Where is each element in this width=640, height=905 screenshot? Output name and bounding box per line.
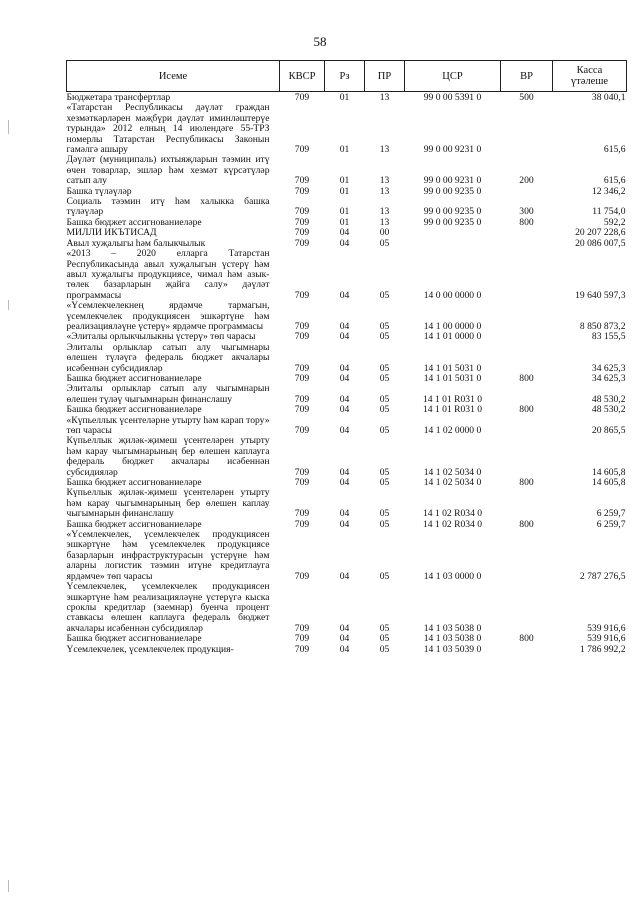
- row-vr: [501, 103, 553, 155]
- row-csr: 14 1 01 0000 0: [423, 331, 482, 343]
- row-kvsr: 709: [294, 633, 310, 645]
- row-name: Башка бюджет ассигнованиеләре: [66, 477, 202, 489]
- row-kvsr: 709: [294, 92, 310, 103]
- row-name: «Күпьеллык үсентеләрне утырту һәм карап тору» төп чарасы: [66, 414, 270, 436]
- row-pr: 05: [379, 404, 390, 416]
- row-vr: 800: [519, 633, 534, 645]
- row-rz: 01: [339, 144, 350, 156]
- table-row: [67, 416, 627, 437]
- row-rz: 04: [339, 289, 350, 301]
- table-row: [67, 155, 627, 186]
- row-name: «Үсемлекчелек, үсемлекчелек продукциясен эшкәртүне һәм үсемлекчелек продукциясе базарларын инфраструктурасын үстерүне һәм аларны логистик тәэмин итүне кредитлауга ярдәмче» төп чарасы: [66, 529, 270, 582]
- row-name: «Үсемлекчелекнең ярдәмче тармагын, үсемлекчелек продукциясен эшкәртүне һәм реализацияләүне үстерү» ярдәмче программасы: [66, 300, 270, 332]
- row-csr: 14 1 01 5031 0: [423, 362, 482, 374]
- row-amount: 615,6: [603, 144, 626, 156]
- row-pr: 05: [379, 633, 390, 645]
- row-pr: 05: [379, 508, 390, 520]
- row-pr: 05: [379, 237, 390, 249]
- row-rz: 04: [339, 622, 350, 634]
- table-row: [67, 488, 627, 519]
- row-pr: 13: [379, 216, 390, 228]
- row-name: Башка бюджет ассигнованиеләре: [66, 216, 202, 228]
- row-kvsr: 709: [294, 622, 310, 634]
- row-pr: 13: [379, 92, 390, 103]
- row-vr: 800: [519, 216, 534, 228]
- row-amount: 11 754,0: [592, 206, 626, 218]
- row-amount: 20 207 228,6: [575, 227, 626, 239]
- row-pr: 05: [379, 518, 390, 530]
- row-kvsr: 709: [294, 466, 310, 478]
- row-rz: 04: [339, 477, 350, 489]
- row-name: Авыл хуҗалыгы һәм балыкчылык: [66, 237, 206, 249]
- row-amount: 14 605,8: [591, 466, 626, 478]
- row-rz: 04: [339, 320, 350, 332]
- row-rz: 04: [339, 425, 350, 436]
- row-pr: 05: [379, 372, 390, 384]
- row-kvsr: 709: [294, 425, 310, 436]
- header-kassa-line2: үтәлеше: [570, 76, 609, 87]
- row-csr: 14 1 01 5031 0: [423, 372, 482, 384]
- row-vr: 800: [519, 518, 534, 530]
- row-rz: 04: [339, 570, 350, 582]
- row-name: Бюджетара трансфертлар: [66, 92, 171, 103]
- table-row: [67, 103, 627, 155]
- row-pr: 05: [379, 289, 390, 301]
- row-rz: 04: [339, 372, 350, 384]
- row-pr: 05: [379, 393, 390, 405]
- row-vr: [501, 249, 553, 301]
- row-kvsr: 709: [294, 175, 310, 187]
- row-amount: 20 865,5: [591, 425, 626, 436]
- row-vr: [501, 332, 553, 342]
- row-kvsr: 709: [294, 185, 310, 197]
- row-vr: [501, 343, 553, 374]
- row-csr: 14 1 01 R031 0: [422, 393, 483, 405]
- row-csr: 14 1 02 R034 0: [422, 508, 483, 520]
- row-kvsr: 709: [294, 227, 310, 239]
- row-kvsr: 709: [294, 393, 310, 405]
- table-header-row: [67, 61, 627, 92]
- row-amount: 34 625,3: [591, 362, 626, 374]
- row-kvsr: 709: [294, 320, 310, 332]
- row-pr: 05: [379, 362, 390, 374]
- row-vr: [501, 187, 553, 197]
- row-name: Күпьеллык җиләк-җимеш үсентеләрен утырту һәм карау чыгымнарының бер өлешен каплау чыгымнарын финанслашу: [66, 487, 270, 520]
- row-kvsr: 709: [294, 362, 310, 374]
- row-rz: 04: [339, 643, 350, 655]
- table-row: [67, 301, 627, 332]
- row-csr: 14 0 00 0000 0: [423, 289, 482, 301]
- row-csr: 14 1 02 5034 0: [423, 477, 482, 489]
- table-row: [67, 436, 627, 478]
- row-kvsr: 709: [294, 404, 310, 416]
- row-kvsr: 709: [294, 643, 310, 655]
- row-name: Башка бюджет ассигнованиеләре: [66, 633, 202, 645]
- row-kvsr: 709: [294, 570, 310, 582]
- row-kvsr: 709: [294, 331, 310, 343]
- row-amount: 38 040,1: [591, 92, 626, 103]
- row-vr: [501, 436, 553, 478]
- row-rz: 04: [339, 362, 350, 374]
- row-vr: 200: [519, 175, 534, 187]
- row-name: МИЛЛИ ИКЪТИСАД: [66, 227, 157, 239]
- table-row: [67, 582, 627, 634]
- row-rz: 01: [339, 185, 350, 197]
- row-rz: 04: [339, 518, 350, 530]
- row-csr: 14 1 03 5038 0: [423, 622, 482, 634]
- row-pr: 13: [379, 175, 390, 187]
- row-name: Үсемлекчелек, үсемлекчелек продукциясен эшкәртүне һәм реализацияләүне үстерүгә кыска сроклы кредитлар (заемнар) буенча процент ставкасы өлешен каплауга федераль бюджет акчалары исәбеннән субсидияләр: [66, 581, 270, 634]
- row-name: Башка бюджет ассигнованиеләре: [66, 404, 202, 416]
- row-csr: 99 0 00 9231 0: [423, 175, 482, 187]
- row-rz: 01: [339, 92, 350, 103]
- row-name: Башка бюджет ассигнованиеләре: [66, 372, 202, 384]
- row-csr: 14 1 02 R034 0: [422, 518, 483, 530]
- row-kvsr: 709: [294, 289, 310, 301]
- table-row: [67, 249, 627, 301]
- row-amount: 6 259,7: [596, 508, 626, 520]
- row-csr: 99 0 00 9235 0: [423, 206, 482, 218]
- row-pr: 13: [379, 185, 390, 197]
- row-rz: 04: [339, 331, 350, 343]
- row-amount: 1 786 992,2: [579, 643, 626, 655]
- table-row: [67, 530, 627, 582]
- row-amount: 539 916,6: [587, 622, 626, 634]
- row-csr: 14 1 02 0000 0: [423, 425, 482, 436]
- scan-margin-mark: [8, 120, 9, 134]
- row-vr: [501, 645, 553, 655]
- row-kvsr: 709: [294, 216, 310, 228]
- row-csr: 14 1 03 5039 0: [423, 643, 482, 655]
- row-amount: 83 155,5: [591, 331, 626, 343]
- row-rz: 04: [339, 466, 350, 478]
- row-amount: 539 916,6: [587, 633, 626, 645]
- row-rz: 01: [339, 175, 350, 187]
- row-amount: 48 530,2: [591, 393, 626, 405]
- row-pr: 00: [379, 227, 390, 239]
- row-csr: 14 1 00 0000 0: [423, 320, 482, 332]
- table-row: [67, 634, 627, 644]
- header-name: Исеме: [67, 61, 280, 92]
- row-amount: 6 259,7: [596, 518, 626, 530]
- row-kvsr: 709: [294, 372, 310, 384]
- row-amount: 12 346,2: [591, 185, 626, 197]
- row-amount: 34 625,3: [591, 372, 626, 384]
- row-rz: 04: [339, 508, 350, 520]
- table-row: [67, 645, 627, 655]
- row-pr: 05: [379, 643, 390, 655]
- header-kassa: [553, 61, 627, 92]
- header-vr: ВР: [501, 61, 553, 92]
- row-vr: 800: [519, 477, 534, 489]
- row-vr: 500: [519, 92, 534, 103]
- row-csr: 14 1 03 5038 0: [423, 633, 482, 645]
- row-name: Элиталы орлыклар сатып алу чыгымнарын өлешен түләү чыгымнарын финанслашу: [66, 383, 270, 405]
- row-kvsr: 709: [294, 518, 310, 530]
- row-pr: 05: [379, 622, 390, 634]
- row-rz: 04: [339, 633, 350, 645]
- row-amount: 615,6: [603, 175, 626, 187]
- row-csr: 99 0 00 9235 0: [423, 216, 482, 228]
- row-kvsr: 709: [294, 206, 310, 218]
- row-name: Күпьеллык җиләк-җимеш үсентеләрен утырту һәм карау чыгымнарының бер өлешен каплауга федераль бюджет акчалары исәбеннән субсидияләр: [66, 435, 270, 478]
- row-csr: 99 0 00 9235 0: [423, 185, 482, 197]
- table-row: [67, 384, 627, 405]
- row-name: «Татарстан Республикасы дәүләт граждан хезмәткәрләрен мәҗбүри дәүләт иминләштерүе турында» 2012 елның 14 июлендәге 55-ТРЗ номерлы Татарстан Республикасы Законын гамәлгә ашыру: [66, 102, 270, 156]
- row-vr: 800: [519, 372, 534, 384]
- row-vr: [501, 228, 553, 238]
- scan-margin-mark: [8, 300, 9, 310]
- row-vr: [501, 301, 553, 332]
- header-csr: ЦСР: [405, 61, 501, 92]
- row-pr: 05: [379, 466, 390, 478]
- row-amount: 48 530,2: [591, 404, 626, 416]
- table-row: [67, 197, 627, 218]
- row-amount: 20 086 007,5: [575, 237, 626, 249]
- row-rz: 04: [339, 404, 350, 416]
- row-vr: [501, 582, 553, 634]
- row-pr: 05: [379, 570, 390, 582]
- row-pr: 13: [379, 144, 390, 156]
- row-amount: 8 850 873,2: [579, 320, 626, 332]
- header-pr: ПР: [365, 61, 405, 92]
- page-number: 58: [313, 34, 327, 49]
- row-kvsr: 709: [294, 237, 310, 249]
- row-vr: [501, 416, 553, 437]
- row-name: Дәүләт (муниципаль) ихтыяҗларын тәэмин итү өчен товарлар, эшләр һәм хезмәт күрсәтүләр сатып алу: [66, 154, 270, 187]
- header-kvsr: КВСР: [280, 61, 325, 92]
- row-csr: 99 0 00 9231 0: [423, 144, 482, 156]
- row-name: Элиталы орлыклар сатып алу чыгымнары өлешен түләүгә федераль бюджет акчалары исәбеннән субсидияләр: [66, 341, 270, 374]
- row-kvsr: 709: [294, 144, 310, 156]
- row-rz: 01: [339, 206, 350, 218]
- row-rz: 04: [339, 227, 350, 239]
- row-csr: 14 1 03 0000 0: [423, 570, 482, 582]
- row-csr: [405, 239, 501, 249]
- row-name: Үсемлекчелек, үсемлекчелек продукция-: [66, 643, 234, 655]
- row-csr: 14 1 02 5034 0: [423, 466, 482, 478]
- row-pr: 05: [379, 477, 390, 489]
- row-pr: 05: [379, 320, 390, 332]
- row-rz: 01: [339, 216, 350, 228]
- table-body: [67, 92, 627, 655]
- row-pr: 05: [379, 331, 390, 343]
- scan-margin-mark: [8, 880, 9, 892]
- row-rz: 04: [339, 393, 350, 405]
- row-pr: 05: [379, 425, 390, 436]
- row-name: Башка бюджет ассигнованиеләре: [66, 518, 202, 530]
- table-row: [67, 343, 627, 374]
- row-amount: 14 605,8: [591, 477, 626, 489]
- row-vr: [501, 239, 553, 249]
- row-amount: 2 787 276,5: [579, 570, 626, 582]
- row-kvsr: 709: [294, 508, 310, 520]
- row-vr: [501, 488, 553, 519]
- row-vr: [501, 530, 553, 582]
- row-vr: 800: [519, 404, 534, 416]
- header-kassa-line1: Касса: [576, 65, 603, 76]
- row-csr: 14 1 01 R031 0: [422, 404, 483, 416]
- budget-table: [66, 60, 627, 655]
- row-amount: 19 640 597,3: [575, 289, 626, 301]
- row-vr: 300: [519, 206, 534, 218]
- row-csr: [405, 228, 501, 238]
- row-name: Башка түләүләр: [66, 185, 132, 197]
- row-csr: 99 0 00 5391 0: [423, 92, 482, 103]
- budget-table-container: [66, 60, 626, 655]
- header-rz: Рз: [325, 61, 365, 92]
- row-amount: 592,2: [603, 216, 626, 228]
- row-vr: [501, 384, 553, 405]
- row-kvsr: 709: [294, 477, 310, 489]
- row-name: «2013 – 2020 елларга Татарстан Республикасында авыл хуҗалыгын үстерү һәм авыл хуҗалыгы продукциясе, чимал һәм азык-төлек базарларын җайга салу» дәүләт программасы: [66, 248, 270, 301]
- row-rz: 04: [339, 237, 350, 249]
- row-name: «Элиталы орлыкчылыкны үстерү» төп чарасы: [66, 331, 256, 343]
- row-name: Социаль тәэмин итү һәм халыкка башка түләүләр: [66, 196, 270, 218]
- row-pr: 13: [379, 206, 390, 218]
